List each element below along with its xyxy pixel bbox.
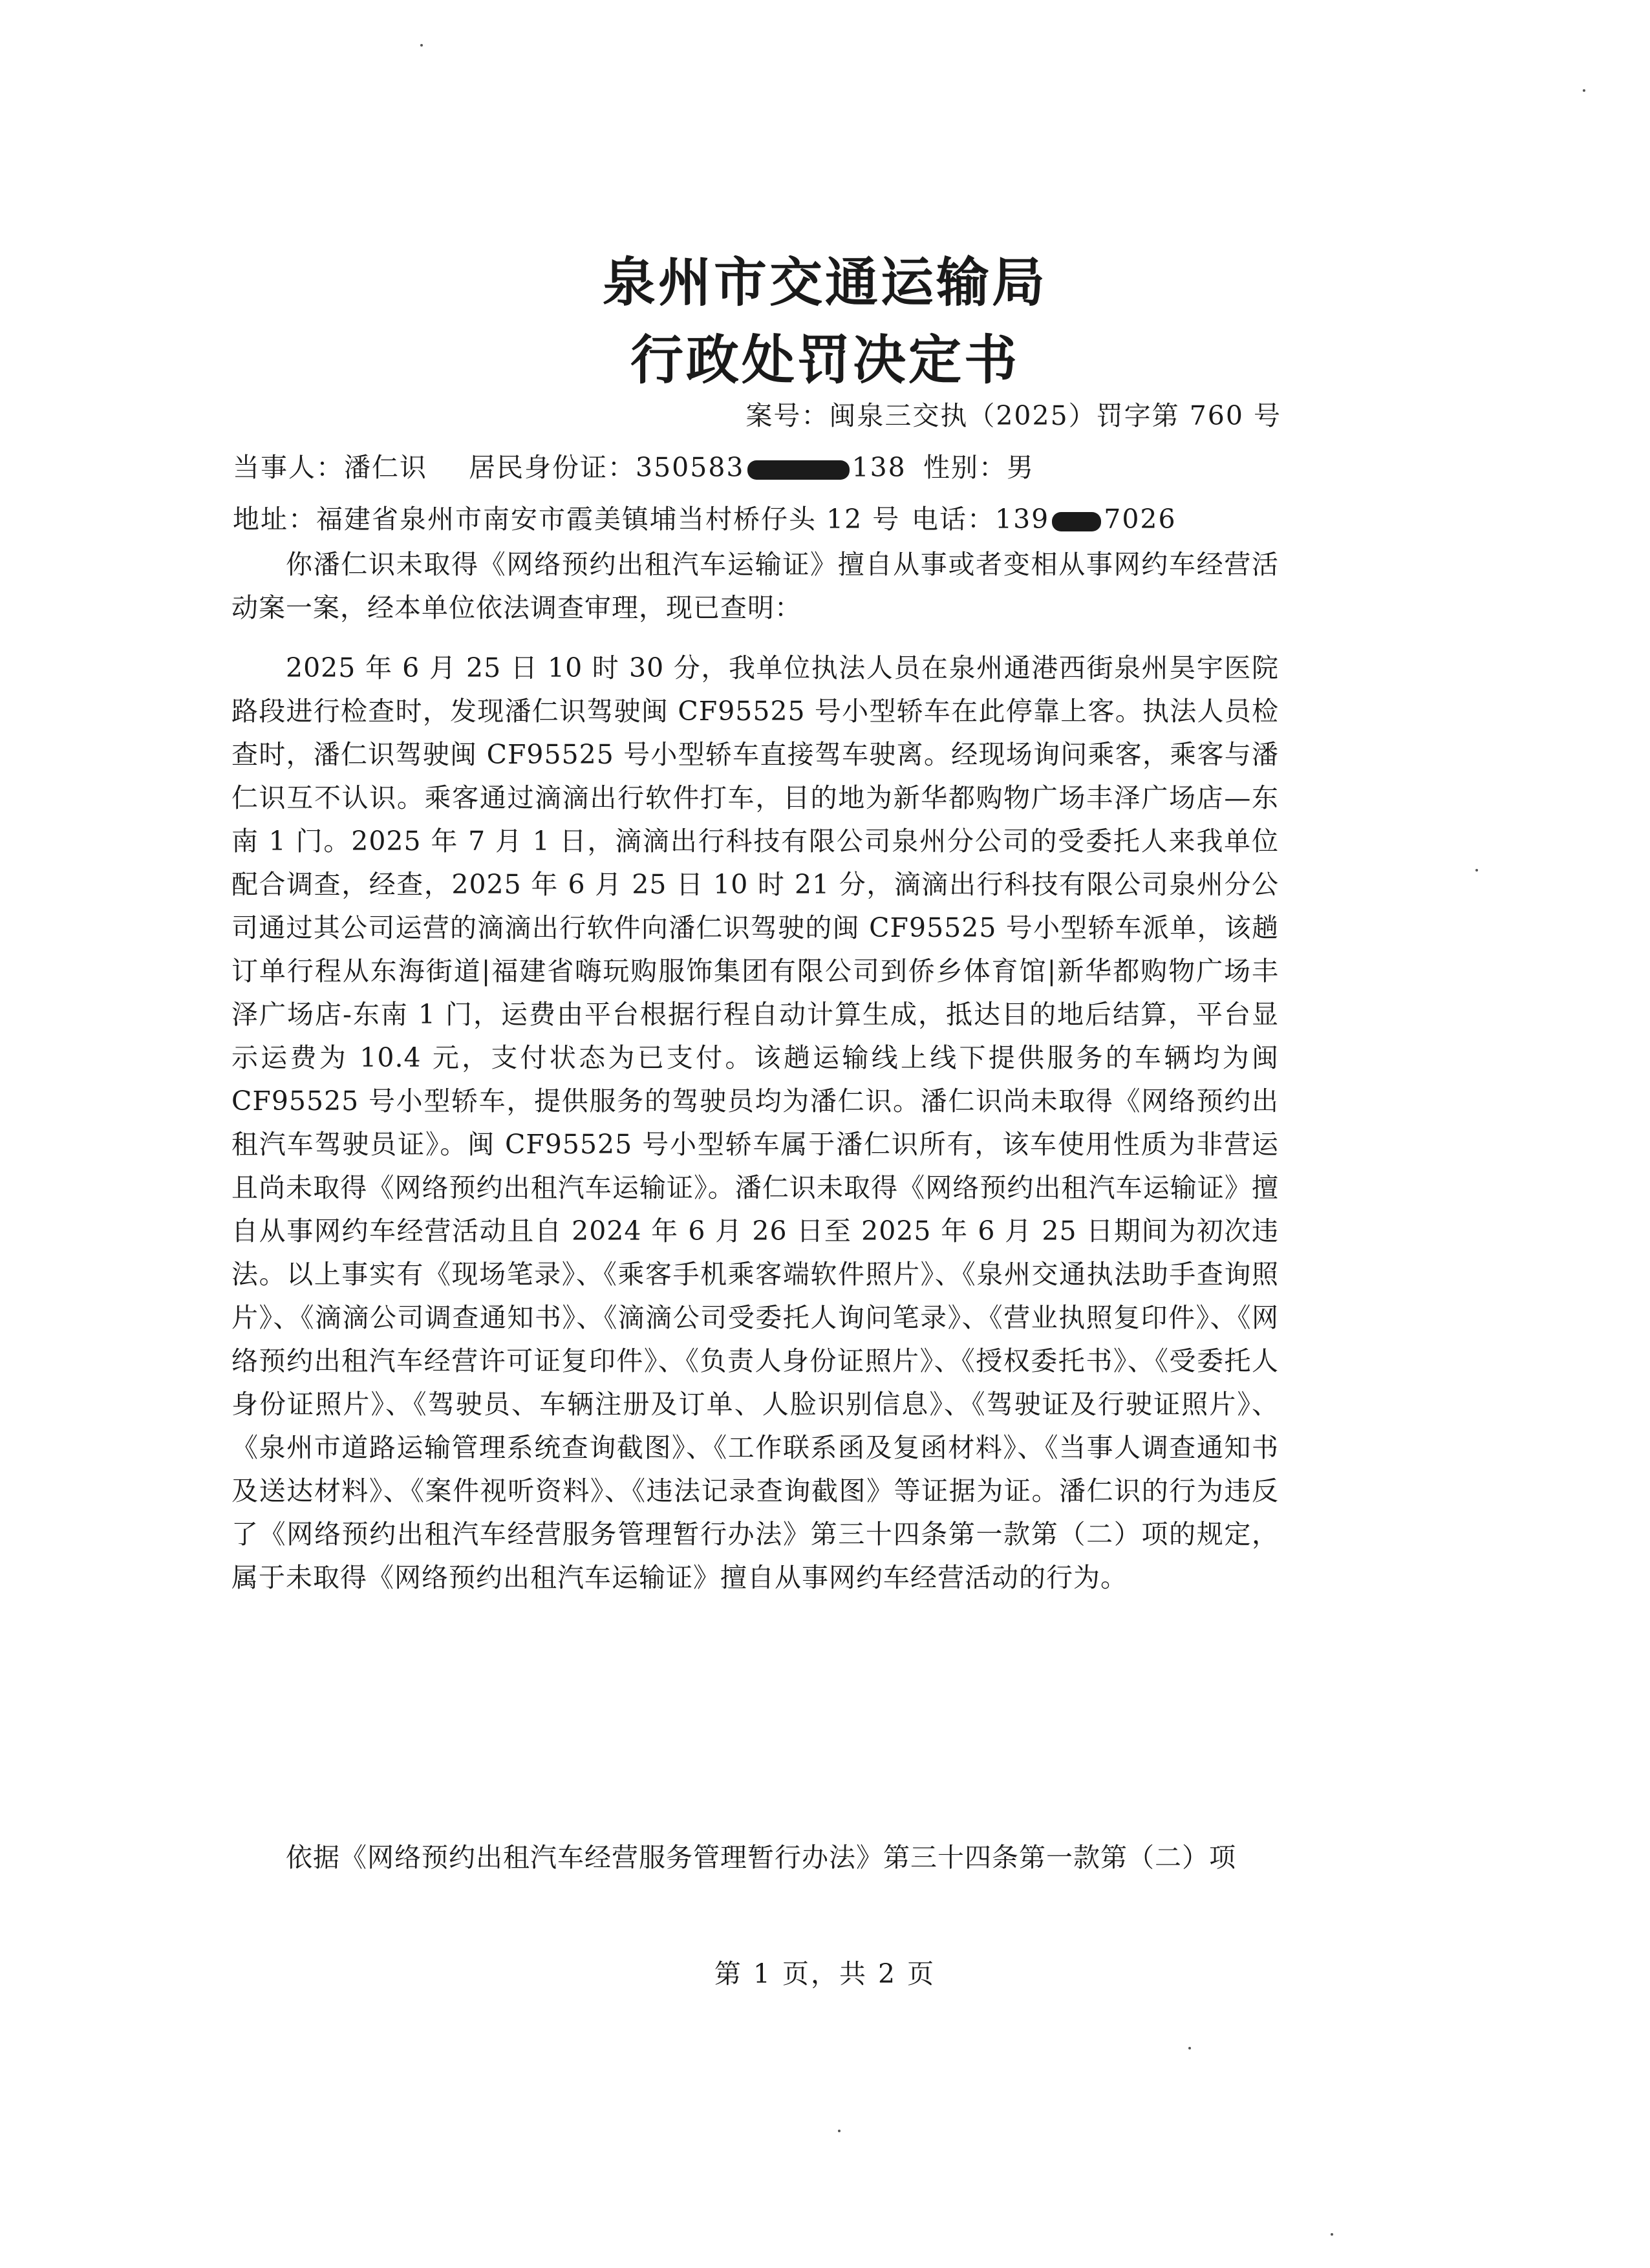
phone-redaction-mark — [1052, 512, 1101, 531]
party-phone-field — [912, 498, 1177, 536]
party-phone-prefix: 139 — [995, 504, 1050, 535]
party-gender-field — [923, 446, 1034, 484]
party-id-suffix: 138 — [852, 452, 906, 483]
party-id-label: 居民身份证： — [469, 452, 636, 483]
party-gender-label: 性别： — [923, 452, 1007, 483]
scan-speck — [1475, 869, 1478, 872]
party-id-prefix: 350583 — [636, 452, 745, 483]
scan-speck — [1331, 2233, 1333, 2236]
scan-speck — [838, 2130, 841, 2132]
legal-basis-paragraph: 依据《网络预约出租汽车经营服务管理暂行办法》第三十四条第一款第（二）项 — [286, 1842, 1236, 1873]
party-name-field — [233, 446, 427, 484]
party-id-field — [469, 446, 906, 484]
party-name: 潘仁识 — [344, 452, 427, 483]
party-phone-suffix: 7026 — [1104, 504, 1177, 535]
scan-speck — [420, 44, 423, 47]
scan-speck — [1188, 2047, 1191, 2049]
page-indicator: 第 1 页，共 2 页 — [714, 1958, 936, 1989]
party-phone-label: 电话： — [912, 504, 995, 535]
intro-paragraph: 你潘仁识未取得《网络预约出租汽车运输证》擅自从事或者变相从事网约车经营活动案一案，经本单位依法调查审理，现已查明： — [231, 549, 1279, 623]
party-name-label: 当事人： — [233, 452, 344, 483]
case-number: 案号：闽泉三交执（2025）罚字第 760 号 — [745, 400, 1281, 431]
document-title-line2: 行政处罚决定书 — [630, 329, 1020, 391]
document-title-line1: 泉州市交通运输局 — [602, 251, 1047, 314]
facts-paragraph: 2025 年 6 月 25 日 10 时 30 分，我单位执法人员在泉州通港西街泉州昊宇医院路段进行检查时，发现潘仁识驾驶闽 CF95525 号小型轿车在此停靠上客。执法人员检查时，潘仁识驾驶闽 CF95525 号小型轿车直接驾车驶离。经现场询问乘客，乘客与潘仁识互不认识。乘客通过滴滴出行软件打车，目的地为新华都购物广场丰泽广场店—东南 1 门。2025 年 7 月 1 日，滴滴出行科技有限公司泉州分公司的受委托人来我单位配合调查，经查，2025 年 6 月 25 日 10 时 21 分，滴滴出行科技有限公司泉州分公司通过其公司运营的滴滴出行软件向潘仁识驾驶的闽 CF95525 号小型轿车派单，该趟订单行程从东海街道|福建省嗨玩购服饰集团有限公司到侨乡体育馆|新华都购物广场丰泽广场店-东南 1 门，运费由平台根据行程自动计算生成，抵达目的地后结算，平台显示运费为 10.4 元，支付状态为已支付。该趟运输线上线下提供服务的车辆均为闽 CF95525 号小型轿车，提供服务的驾驶员均为潘仁识。潘仁识尚未取得《网络预约出租汽车驾驶员证》。闽 CF95525 号小型轿车属于潘仁识所有，该车使用性质为非营运且尚未取得《网络预约出租汽车运输证》。潘仁识未取得《网络预约出租汽车运输证》擅自从事网约车经营活动且自 2024 年 6 月 26 日至 2025 年 6 月 25 日期间为初次违法。以上事实有《现场笔录》、《乘客手机乘客端软件照片》、《泉州交通执法助手查询照片》、《滴滴公司调查通知书》、《滴滴公司受委托人询问笔录》、《营业执照复印件》、《网络预约出租汽车经营许可证复印件》、《负责人身份证照片》、《授权委托书》、《受委托人身份证照片》、《驾驶员、车辆注册及订单、人脸识别信息》、《驾驶证及行驶证照片》、《泉州市道路运输管理系统查询截图》、《工作联系函及复函材料》、《当事人调查通知书及送达材料》、《案件视听资料》、《违法记录查询截图》等证据为证。潘仁识的行为违反了《网络预约出租汽车经营服务管理暂行办法》第三十四条第一款第（二）项的规定，属于未取得《网络预约出租汽车运输证》擅自从事网约车经营活动的行为。 — [231, 652, 1279, 1593]
party-gender: 男 — [1007, 452, 1034, 483]
party-address: 福建省泉州市南安市霞美镇埔当村桥仔头 12 号 — [316, 504, 901, 535]
id-redaction-mark — [747, 460, 850, 480]
party-address-label: 地址： — [233, 504, 316, 535]
scan-speck — [1583, 89, 1585, 92]
party-address-field — [233, 498, 900, 536]
